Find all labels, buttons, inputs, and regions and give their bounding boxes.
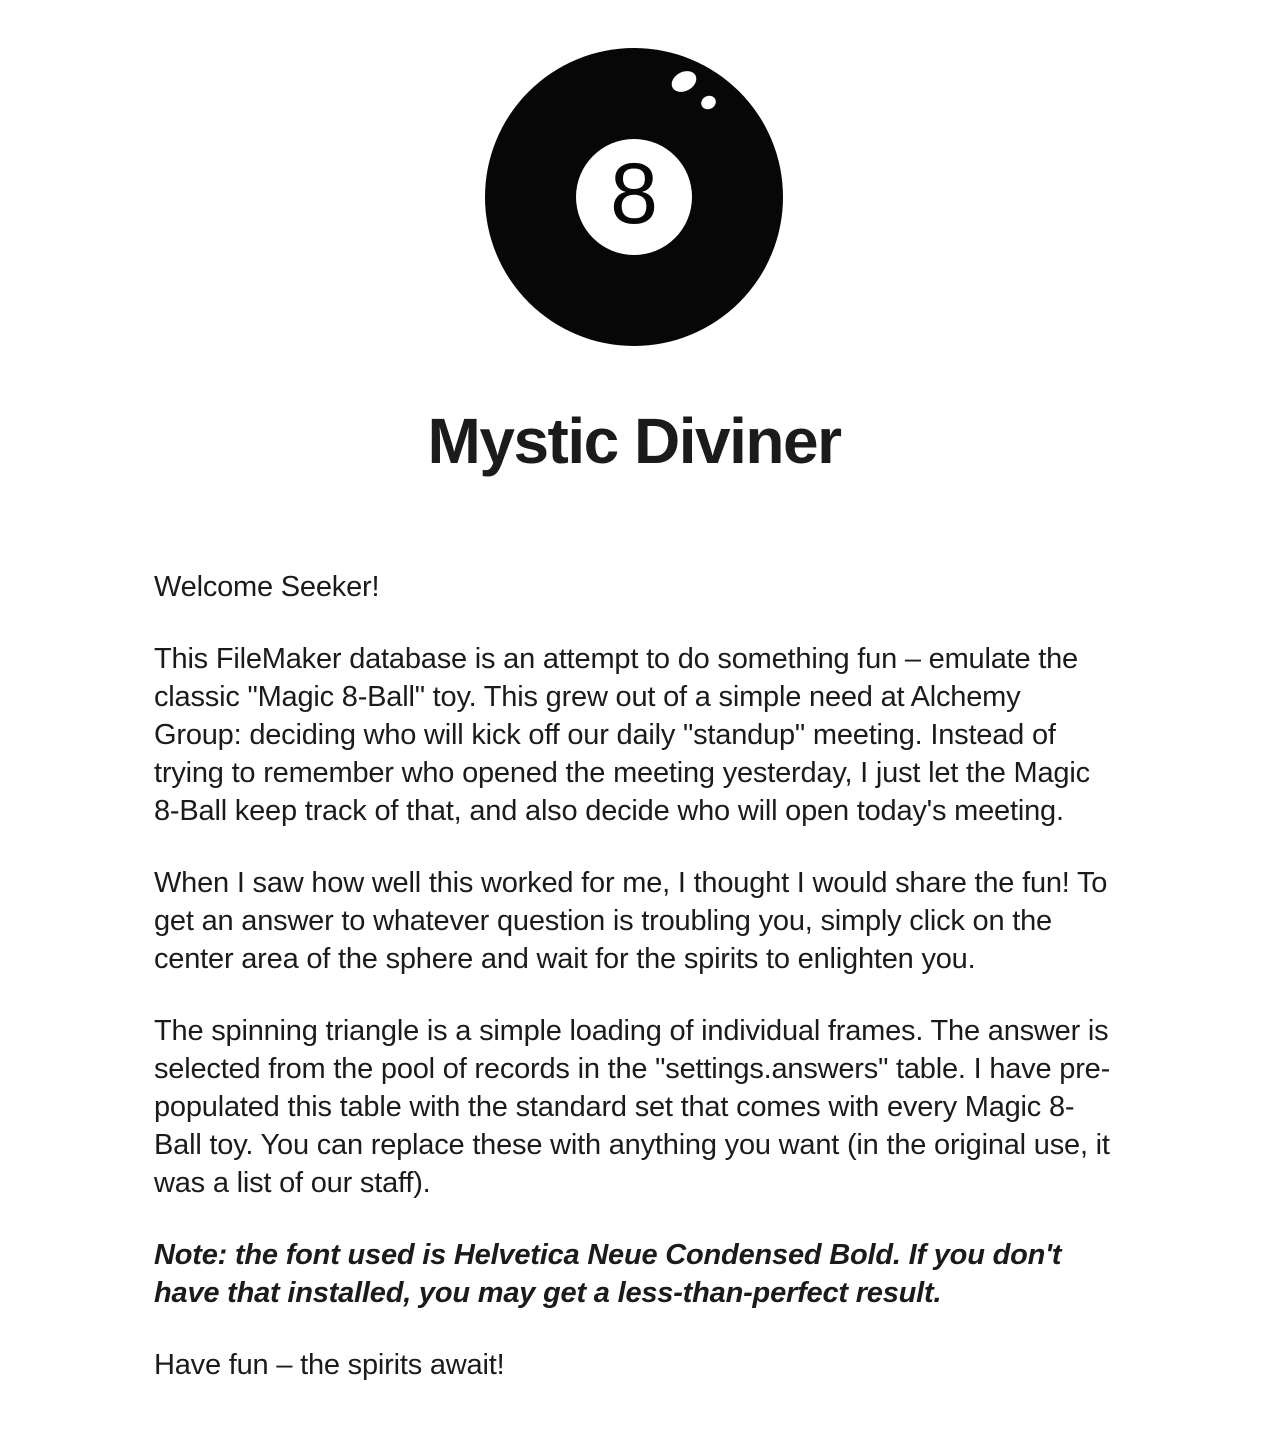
bottom-spacer <box>0 1384 1268 1454</box>
paragraph-intro: This FileMaker database is an attempt to do something fun – emulate the classic "Magic 8-Ball" toy. This grew out of a simple need at Alchemy Group: deciding who will kick off our daily "standup" meeting. Instead of trying to remember who opened the meeting yesterday, I just let the Magic 8-Ball keep track of that, and also decide who will open today's meeting. <box>154 643 1090 827</box>
paragraph-welcome: Welcome Seeker! <box>154 571 380 603</box>
logo-container <box>0 0 1268 346</box>
paragraph-usage: When I saw how well this worked for me, I thought I would share the fun! To get an answer to whatever question is troubling you, simply click on the center area of the sphere and wait for the spirits to enlighten you. <box>154 867 1108 975</box>
ball-highlight-large-icon <box>668 67 700 96</box>
paragraph-font-note: Note: the font used is Helvetica Neue Condensed Bold. If you don't have that installed, you may get a less-than-perfect result. <box>154 1239 1062 1309</box>
body-copy <box>79 568 1189 1384</box>
page-title: Mystic Diviner <box>427 405 841 477</box>
ball-highlight-small-icon <box>699 93 718 112</box>
ball-number-label: 8 <box>610 146 658 242</box>
ball-number-badge <box>576 139 692 255</box>
paragraph-closing: Have fun – the spirits await! <box>154 1349 505 1381</box>
magic-8-ball-icon[interactable] <box>485 48 783 346</box>
paragraph-implementation: The spinning triangle is a simple loading of individual frames. The answer is selected from the pool of records in the "settings.answers" table. I have pre-populated this table with the standard set that comes with every Magic 8-Ball toy. You can replace these with anything you want (in the original use, it was a list of our staff). <box>154 1015 1111 1199</box>
